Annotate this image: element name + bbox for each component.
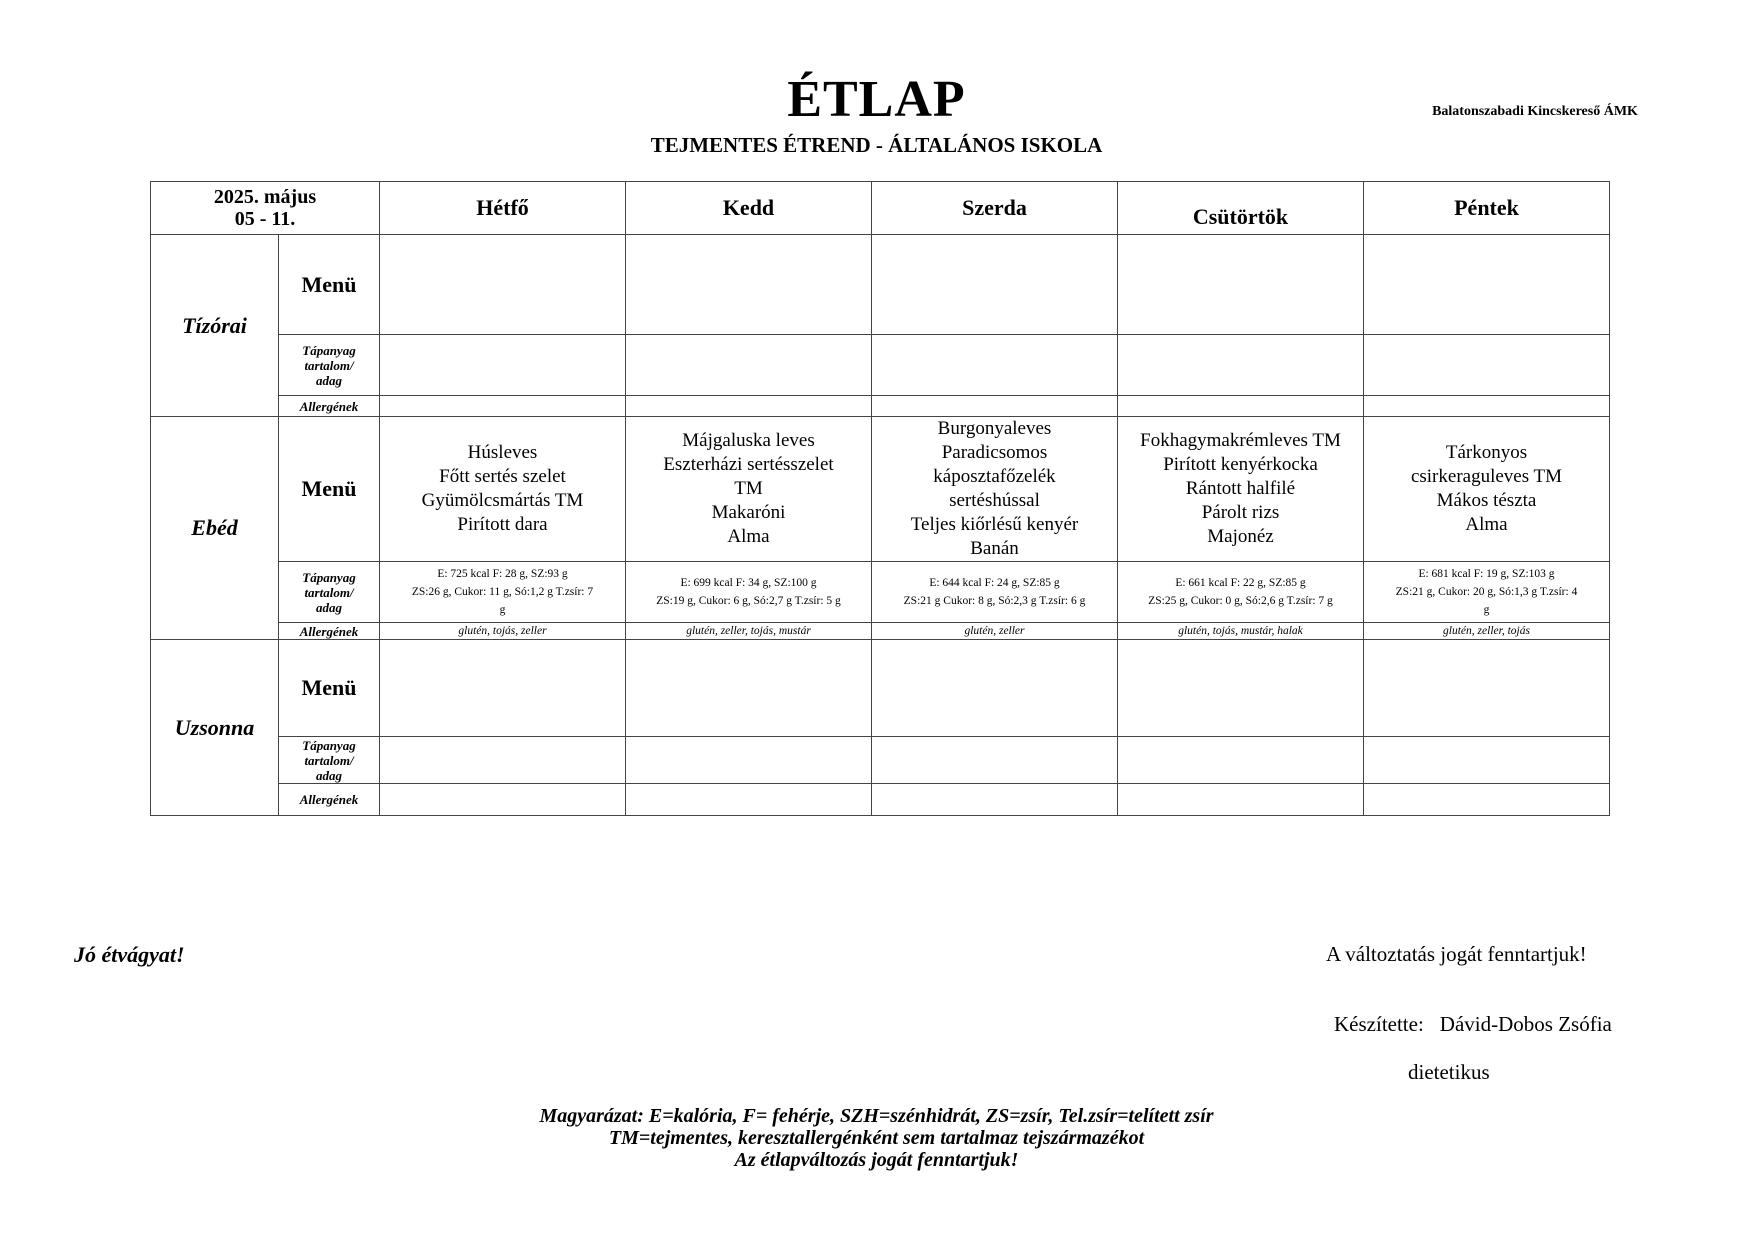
menu-row xyxy=(151,235,1610,335)
menu-cell xyxy=(1118,417,1364,562)
menu-item: káposztafőzelék xyxy=(933,466,1056,487)
allergen-cell xyxy=(1118,784,1364,816)
allergen-cell xyxy=(1118,396,1364,417)
allergen-cell xyxy=(1364,784,1610,816)
nutrient-cell xyxy=(1118,335,1364,396)
allergen-cell xyxy=(872,784,1118,816)
date-month: 2025. május xyxy=(213,186,317,208)
profession-text: dietetikus xyxy=(1408,1060,1490,1084)
menu-item: Pirított kenyérkocka xyxy=(1163,454,1318,475)
day-header: Szerda xyxy=(872,182,1118,235)
menu-item: Paradicsomos xyxy=(941,442,1048,463)
nutrient-label xyxy=(279,562,380,623)
allergen-cell: glutén, zeller, tojás, mustár xyxy=(626,623,872,640)
greeting-text: Jó étvágyat! xyxy=(74,942,185,967)
page-title: ÉTLAP xyxy=(787,71,966,128)
menu-item: Alma xyxy=(727,526,770,547)
nutrient-cell xyxy=(380,737,626,784)
legend xyxy=(0,1105,1753,1171)
menu-item: Mákos tészta xyxy=(1436,490,1537,511)
nutrient-cell xyxy=(1118,562,1364,623)
nutrient-cell xyxy=(872,335,1118,396)
menu-cell xyxy=(380,640,626,737)
menu-item: Májgaluska leves xyxy=(682,430,815,451)
nutrient-row xyxy=(151,335,1610,396)
menu-cell xyxy=(872,235,1118,335)
menu-item: Fokhagymakrémleves TM xyxy=(1140,430,1341,451)
date-days: 05 - 11. xyxy=(234,208,296,230)
menu-item: Párolt rizs xyxy=(1201,502,1280,523)
nutrient-cell xyxy=(1118,737,1364,784)
nutrient-cell xyxy=(626,737,872,784)
page-subtitle: TEJMENTES ÉTREND - ÁLTALÁNOS ISKOLA xyxy=(650,133,1103,157)
nutrient-line: ZS:25 g, Cukor: 0 g, Só:2,6 g T.zsír: 7 g xyxy=(1148,595,1333,607)
allergen-label: Allergének xyxy=(279,396,380,417)
day-header: Kedd xyxy=(626,182,872,235)
nutrient-line: g xyxy=(1483,604,1490,616)
menu-cell xyxy=(1364,640,1610,737)
nutrient-row xyxy=(151,737,1610,784)
allergen-label: Allergének xyxy=(279,623,380,640)
nutrient-label-line: tartalom/ xyxy=(304,357,354,373)
menu-item: Alma xyxy=(1465,514,1508,535)
nutrient-cell xyxy=(872,737,1118,784)
menu-label: Menü xyxy=(279,417,380,562)
nutrient-label-line: adag xyxy=(316,767,342,783)
allergen-row xyxy=(151,396,1610,417)
menu-cell xyxy=(872,417,1118,562)
menu-cell xyxy=(626,640,872,737)
nutrient-label-line: adag xyxy=(316,599,342,615)
menu-cell xyxy=(380,417,626,562)
nutrient-label-line: tartalom/ xyxy=(304,584,354,600)
menu-cell xyxy=(1364,235,1610,335)
nutrient-line: E: 644 kcal F: 24 g, SZ:85 g xyxy=(929,577,1060,589)
meal-name-cell: Uzsonna xyxy=(151,640,279,816)
menu-label: Menü xyxy=(279,235,380,335)
nutrient-cell xyxy=(626,335,872,396)
nutrient-label-line: Tápanyag xyxy=(302,737,356,753)
menu-item: Húsleves xyxy=(467,442,538,463)
menu-item: sertéshússal xyxy=(949,490,1040,511)
meal-name-cell: Tízórai xyxy=(151,235,279,417)
nutrient-cell xyxy=(1364,737,1610,784)
menu-item: Majonéz xyxy=(1207,526,1274,547)
menu-item: Eszterházi sertésszelet xyxy=(663,454,834,475)
nutrient-cell xyxy=(380,335,626,396)
menu-item: Főtt sertés szelet xyxy=(439,466,566,487)
nutrient-line: E: 661 kcal F: 22 g, SZ:85 g xyxy=(1175,577,1306,589)
allergen-cell xyxy=(626,396,872,417)
menu-cell xyxy=(1118,640,1364,737)
menu-cell xyxy=(872,640,1118,737)
allergen-label: Allergének xyxy=(279,784,380,816)
prepared-by-label: Készítette: xyxy=(1334,1012,1424,1036)
nutrient-cell xyxy=(626,562,872,623)
nutrient-label xyxy=(279,335,380,396)
allergen-row xyxy=(151,784,1610,816)
menu-item: TM xyxy=(734,478,763,499)
nutrient-cell xyxy=(380,562,626,623)
nutrient-label-line: tartalom/ xyxy=(304,752,354,768)
nutrient-line: g xyxy=(499,604,506,616)
nutrient-line: ZS:21 g Cukor: 8 g, Só:2,3 g T.zsír: 6 g xyxy=(903,595,1086,607)
menu-cell xyxy=(626,417,872,562)
nutrient-label-line: adag xyxy=(316,372,342,388)
allergen-cell xyxy=(380,784,626,816)
nutrient-line: ZS:21 g, Cukor: 20 g, Só:1,3 g T.zsír: 4 xyxy=(1395,586,1578,598)
weekly-menu-table xyxy=(150,181,1610,816)
nutrient-line: ZS:26 g, Cukor: 11 g, Só:1,2 g T.zsír: 7 xyxy=(411,586,594,598)
allergen-cell xyxy=(872,396,1118,417)
nutrient-line: E: 681 kcal F: 19 g, SZ:103 g xyxy=(1418,568,1555,580)
legend-line: Az étlapváltozás jogát fenntartjuk! xyxy=(734,1149,1019,1171)
menu-cell xyxy=(380,235,626,335)
nutrient-row xyxy=(151,562,1610,623)
menu-item: Rántott halfilé xyxy=(1185,478,1296,499)
nutrient-label xyxy=(279,737,380,784)
allergen-cell xyxy=(1364,396,1610,417)
nutrient-label-line: Tápanyag xyxy=(302,569,356,585)
menu-item: Pirított dara xyxy=(457,514,548,535)
menu-cell xyxy=(1364,417,1610,562)
menu-item: Banán xyxy=(970,538,1019,559)
allergen-cell: glutén, tojás, mustár, halak xyxy=(1118,623,1364,640)
menu-item: Tárkonyos xyxy=(1445,442,1528,463)
menu-item: Makaróni xyxy=(711,502,786,523)
menu-item: Gyümölcsmártás TM xyxy=(421,490,584,511)
prepared-by-name: Dávid-Dobos Zsófia xyxy=(1439,1012,1612,1036)
prepared-by xyxy=(1334,1012,1612,1037)
menu-cell xyxy=(626,235,872,335)
allergen-row xyxy=(151,623,1610,640)
legend-line: Magyarázat: E=kalória, F= fehérje, SZH=szénhidrát, ZS=zsír, Tel.zsír=telített zsír xyxy=(539,1105,1214,1127)
allergen-cell: glutén, zeller xyxy=(872,623,1118,640)
header-row xyxy=(151,182,1610,235)
menu-cell xyxy=(1118,235,1364,335)
institution-name: Balatonszabadi Kincskereső ÁMK xyxy=(1432,104,1638,119)
day-header: Hétfő xyxy=(380,182,626,235)
menu-item: Burgonyaleves xyxy=(937,418,1052,439)
nutrient-cell xyxy=(1364,562,1610,623)
nutrient-label-line: Tápanyag xyxy=(302,342,356,358)
menu-label: Menü xyxy=(279,640,380,737)
allergen-cell: glutén, tojás, zeller xyxy=(380,623,626,640)
nutrient-cell xyxy=(872,562,1118,623)
menu-row xyxy=(151,640,1610,737)
rights-reserved-text: A változtatás jogát fenntartjuk! xyxy=(1326,942,1587,966)
date-range-cell xyxy=(151,182,380,235)
nutrient-cell xyxy=(1364,335,1610,396)
menu-row xyxy=(151,417,1610,562)
allergen-cell: glutén, zeller, tojás xyxy=(1364,623,1610,640)
legend-line: TM=tejmentes, keresztallergénként sem tartalmaz tejszármazékot xyxy=(608,1127,1145,1149)
day-header: Péntek xyxy=(1364,182,1610,235)
menu-item: Teljes kiőrlésű kenyér xyxy=(910,514,1079,535)
nutrient-line: E: 725 kcal F: 28 g, SZ:93 g xyxy=(437,568,568,580)
menu-item: csirkeraguleves TM xyxy=(1410,466,1563,487)
nutrient-line: ZS:19 g, Cukor: 6 g, Só:2,7 g T.zsír: 5 g xyxy=(656,595,841,607)
allergen-cell xyxy=(380,396,626,417)
nutrient-line: E: 699 kcal F: 34 g, SZ:100 g xyxy=(680,577,817,589)
allergen-cell xyxy=(626,784,872,816)
day-header: Csütörtök xyxy=(1118,182,1364,235)
meal-name-cell: Ebéd xyxy=(151,417,279,640)
